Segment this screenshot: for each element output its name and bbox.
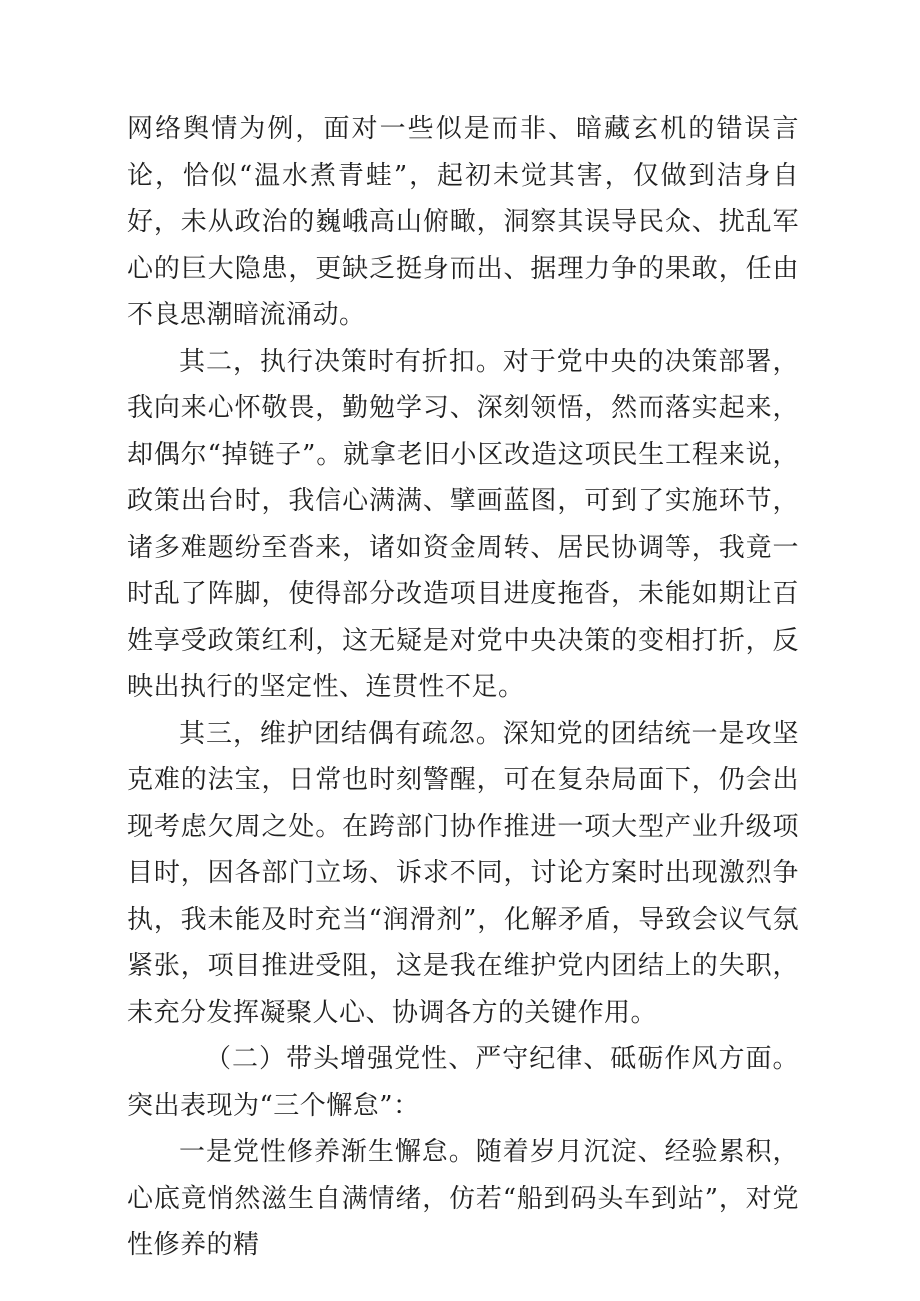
- paragraph-execution-discount: 其二，执行决策时有折扣。对于党中央的决策部署，我向来心怀敬畏，勤勉学习、深刻领悟，然而落实起来，却偶尔“掉链子”。就拿老旧小区改造这项民生工程来说，政策出台时，我信心满满、擘画蓝图，可到了实施环节，诸多难题纷至沓来，诸如资金周转、居民协调等，我竟一时乱了阵脚，使得部分改造项目进度拖沓，未能如期让百姓享受政策红利，这无疑是对党中央决策的变相打折，反映出执行的坚定性、连贯性不足。: [127, 346, 799, 702]
- paragraph-unity-negligence: 其三，维护团结偶有疏忽。深知党的团结统一是攻坚克难的法宝，日常也时刻警醒，可在复杂局面下，仍会出现考虑欠周之处。在跨部门协作推进一项大型产业升级项目时，因各部门立场、诉求不同，讨论方案时出现激烈争执，我未能及时充当“润滑剂”，化解矛盾，导致会议气氛紧张，项目推进受阻，这是我在维护党内团结上的失职，未充分发挥凝聚人心、协调各方的关键作用。: [127, 718, 799, 1028]
- paragraph-party-spirit-slack: 一是党性修养渐生懈怠。随着岁月沉淀、经验累积，心底竟悄然滋生自满情绪，仿若“船到码头车到站”，对党性修养的精: [127, 1137, 799, 1260]
- document-body: [127, 106, 799, 1269]
- paragraph-continuation: 网络舆情为例，面对一些似是而非、暗藏玄机的错误言论，恰似“温水煮青蛙”，起初未觉其害，仅做到洁身自好，未从政治的巍峨高山俯瞰，洞察其误导民众、扰乱军心的巨大隐患，更缺乏挺身而出、据理力争的果敢，任由不良思潮暗流涌动。: [127, 114, 799, 330]
- section-heading-two: （二）带头增强党性、严守纪律、砥砺作风方面。突出表现为“三个懈怠”：: [127, 1044, 799, 1121]
